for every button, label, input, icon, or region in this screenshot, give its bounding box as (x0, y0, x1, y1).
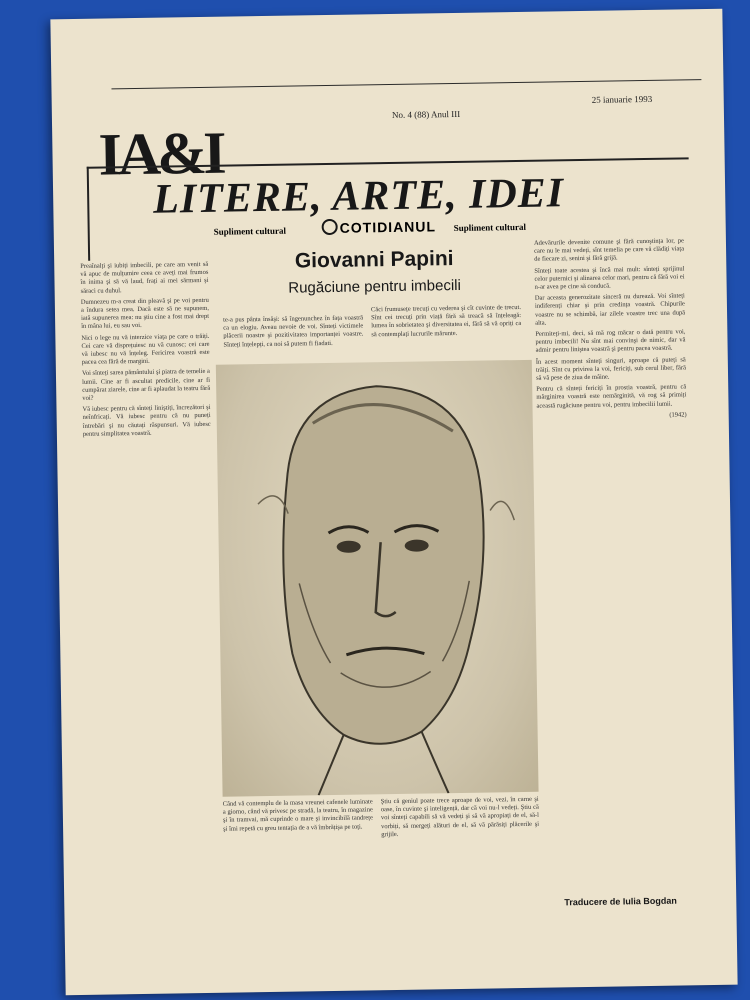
paragraph: Voi sînteți sarea pământului şi piatra de temelie a lumii. Cine ar fi ascultat predicile, cine ar fi cumpărat ziarele, cine ar fi aplaudat la teatru fără voi? (81, 368, 211, 402)
article-author: Giovanni Papini (294, 247, 454, 273)
paragraph: Adevărurile devenite comune şi fără cunoştința lor, pe care nu le mai vedeți, sînt temelia pe care vă clădiți viața de fiecare zi, senini şi fără grijă. (533, 237, 685, 264)
issue-number: No. 4 (88) Anul III (391, 108, 461, 120)
paragraph: Vă iubesc pentru că sînteți liniştiți, încrezători şi neînfricați. Vă iubesc pentru că nu puneți întrebări şi nu căutați răspunsuri. Vă iubesc pentru simplitatea voastră. (82, 404, 211, 438)
publication-title: LITERE, ARTE, IDEI (152, 170, 565, 223)
masthead-logo: IA&I (97, 119, 224, 188)
newspaper-brand (322, 217, 437, 236)
masthead-rule (111, 79, 701, 90)
article-year: (1942) (669, 411, 687, 419)
text-column-bottom-right: Ştiu că geniul poate trece aproape de voi, vezi, în carne şi oase, în cuvinte şi inteligență, dar că voi nu-l vedeți. Ştiu că voi sînteți capabili să vă vedeți şi să vă apropiați de el, să-l vorbiți, să mergeți alături de el, să vă părăsiți plăcerile şi grijile. (380, 795, 540, 839)
text-column-1 (80, 261, 219, 959)
translator-credit: Traducere de Iulia Bogdan (564, 895, 677, 908)
paragraph: Dar aceasta generozitate sinceră nu durează. Voi sînteți indiferenți chiar şi prin credința voastră. Chipurile voastre nu se schimbă, iar zilele voastre trec una după alta. (534, 292, 686, 327)
supplement-label-right: Supliment cultural (453, 221, 527, 234)
supplement-label-left: Supliment cultural (213, 225, 287, 237)
issue-date: 25 ianuarie 1993 (591, 93, 653, 105)
cotidianul-logo-icon (322, 219, 338, 235)
paragraph: Preaînalți şi iubiți imbecili, pe care am venit să vă apuc de mulțumire ceea ce aveți mai frumos în inima şi să vă laud, frați ai mei sărmani şi săraci cu duhul. (80, 260, 209, 295)
paragraph: În acest moment sînteți singuri, aproape că puteți să trăiți. Sînt cu privirea la voi, fericiți, sub cerul liber, fără să vă pese de ziua de mâine. (535, 356, 686, 382)
paragraph: Pentru că sînteți fericiți în prostia voastră, pentru că mărginirea voastră este nemărginită, vă rog să primiți această rugăciune pentru voi, pentru imbecilii lumii. (536, 383, 687, 410)
newspaper-page (50, 9, 737, 995)
article-title: Rugăciune pentru imbecili (288, 276, 462, 297)
paragraph: Permiteți-mi, deci, să mă rog măcar o dată pentru voi, pentru imbecili! Nu sînt mai convinşi de nimic, dar vă admir pentru liniştea voastră şi pentru pacea voastră. (535, 328, 686, 355)
paragraph: Sînteți toate acestea şi încă mai mult: sînteți sprijinul celor puternici şi alinarea celor mari, pentru că fără voi ei n-ar avea pe cine să conducă. (534, 265, 685, 291)
text-column-bottom-left: Când vă contemplu de la masa vreunei cafenele luminate a giorno, când vă privesc pe stradă, la teatru, în magazine şi în tramvai, mă cuprinde o mare şi invincibilă tandrețe şi îmi repetă cu greu tentația de a vă îmbrățişa pe toți. (222, 798, 374, 833)
portrait-illustration (216, 360, 539, 797)
intro-text-right: Căci frumusețe trecuți cu vederea şi cît cuvinte de trecut. Sînt cei trecuți prin viață fără să treacă să înțeleagă: lumea în sobrietatea şi diversitatea ei, fără să vă opriți ca să contemplați lucrurile mărunte. (370, 303, 522, 338)
paragraph: Nici o lege nu vă interzice viața pe care o trăiți. Cei care vă disprețuiesc nu vă cunosc; cei care vă iubesc nu vă înțeleg. Fericirea voastră este pacea cea fără de margini. (81, 332, 210, 367)
portrait-sketch-icon (216, 360, 539, 797)
intro-text-left: te-a pus pânta însăşi: să îngenunchez în fața voastră ca un elogiu. Aveau nevoie de voi. Sînteți victimele plăcerii noastre şi pozitivitatea importanței voastre. Sînteți înțelepți, ca noi să putem fi fiadati. (223, 314, 364, 349)
paragraph: Dumnezeu m-a creat din pleavă şi pe voi pentru a îndura setea mea. Dacă este să ne supunem, iată supunerea mea: nu ştiu cine a fost mai drept în mâna lui, eu sau voi. (80, 296, 210, 331)
newspaper-name: COTIDIANUL (339, 218, 437, 236)
text-column-4 (534, 237, 694, 891)
